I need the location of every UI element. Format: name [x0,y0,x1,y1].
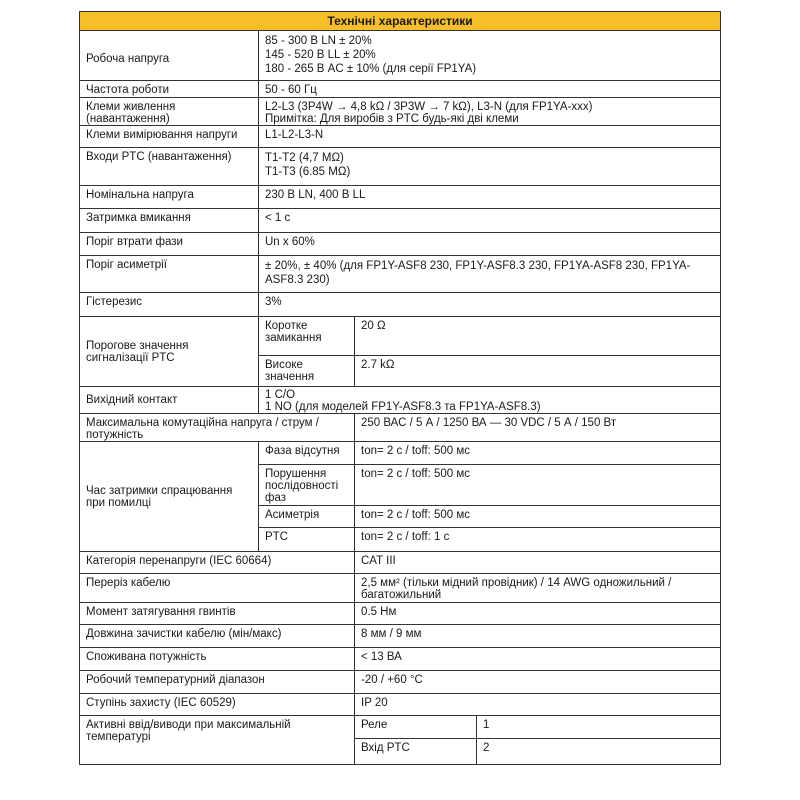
table-row [80,603,721,625]
table-row [80,148,721,186]
table-header-row [80,12,721,31]
label-ptc-input: Вхід PTC [355,739,477,765]
label-cable-section: Переріз кабелю [80,574,355,603]
value-operating-voltage: 85 - 300 В LN ± 20% 145 - 520 В LL ± 20% 180 - 265 В AC ± 10% (для серії FP1YA) [259,31,721,81]
value-overvoltage-category: CAT III [355,552,721,574]
value-power-consumption: < 13 ВА [355,648,721,671]
value-high-value: 2.7 kΩ [355,356,721,387]
label-phase-loss-threshold: Поріг втрати фази [80,233,259,256]
value-measure-terminals: L1-L2-L3-N [259,126,721,148]
label-power-terminals: Клеми живлення (навантаження) [80,98,259,126]
table-row [80,209,721,233]
table-row [80,317,721,356]
table-row [80,625,721,648]
label-ptc-alarm-threshold: Порогове значення сигналізації PTC [80,317,259,387]
table-row [80,574,721,603]
value-strip-length: 8 мм / 9 мм [355,625,721,648]
table-row [80,293,721,317]
label-output-contact: Вихідний контакт [80,387,259,414]
value-asymmetry: ton= 2 с / toff: 500 мс [355,506,721,528]
label-strip-length: Довжина зачистки кабелю (мін/макс) [80,625,355,648]
label-nominal-voltage: Номінальна напруга [80,186,259,209]
table-title: Технічні характеристики [80,12,721,31]
value-protection-degree: IP 20 [355,694,721,716]
label-high-value: Високе значення [259,356,355,387]
label-on-delay: Затримка вмикання [80,209,259,233]
specifications-table [79,11,721,765]
value-phase-sequence: ton= 2 с / toff: 500 мс [355,465,721,506]
label-asymmetry-threshold: Поріг асиметрії [80,256,259,293]
table-row [80,648,721,671]
table-row [80,552,721,574]
table-row [80,387,721,414]
table-row [80,31,721,81]
label-active-io: Активні ввід/виводи при максимальній температурі [80,716,355,765]
label-temperature-range: Робочий температурний діапазон [80,671,355,694]
label-operating-voltage: Робоча напруга [80,31,259,81]
value-max-switching: 250 ВАС / 5 А / 1250 ВА — 30 VDC / 5 А / 150 Вт [355,414,721,442]
value-on-delay: < 1 с [259,209,721,233]
value-frequency: 50 - 60 Гц [259,81,721,98]
table-row [80,98,721,126]
value-power-terminals: L2-L3 (3P4W → 4,8 kΩ / 3P3W → 7 kΩ), L3-N (для FP1YA-xxx) Примітка: Для виробів з PTC будь-які дві клеми [259,98,721,126]
value-ptc-inputs: T1-T2 (4,7 MΩ) T1-T3 (6.85 MΩ) [259,148,721,186]
value-torque: 0.5 Нм [355,603,721,625]
label-protection-degree: Ступінь захисту (IEC 60529) [80,694,355,716]
table-row [80,694,721,716]
label-power-consumption: Споживана потужність [80,648,355,671]
value-phase-loss-threshold: Un x 60% [259,233,721,256]
value-output-contact: 1 C/O 1 NO (для моделей FP1Y-ASF8.3 та FP1YA-ASF8.3) [259,387,721,414]
table-row [80,233,721,256]
table-row [80,81,721,98]
table-row [80,671,721,694]
label-max-switching: Максимальна комутаційна напруга / струм / потужність [80,414,355,442]
value-hysteresis: 3% [259,293,721,317]
value-phase-missing: ton= 2 с / toff: 500 мс [355,442,721,465]
label-asymmetry: Асиметрія [259,506,355,528]
table-row [80,716,721,739]
label-measure-terminals: Клеми вимірювання напруги [80,126,259,148]
value-nominal-voltage: 230 В LN, 400 В LL [259,186,721,209]
table-row [80,442,721,465]
value-relay: 1 [477,716,721,739]
label-torque: Момент затягування гвинтів [80,603,355,625]
label-fault-delay: Час затримки спрацювання при помилці [80,442,259,552]
table-row [80,186,721,209]
value-temperature-range: -20 / +60 °C [355,671,721,694]
table-row [80,256,721,293]
label-phase-sequence: Порушення послідовності фаз [259,465,355,506]
label-ptc: PTC [259,528,355,552]
value-ptc: ton= 2 с / toff: 1 с [355,528,721,552]
label-short-circuit: Коротке замикання [259,317,355,356]
label-frequency: Частота роботи [80,81,259,98]
label-ptc-inputs: Входи PTC (навантаження) [80,148,259,186]
label-overvoltage-category: Категорія перенапруги (IEC 60664) [80,552,355,574]
table-row [80,414,721,442]
label-hysteresis: Гістерезис [80,293,259,317]
table-row [80,126,721,148]
value-ptc-input: 2 [477,739,721,765]
value-short-circuit: 20 Ω [355,317,721,356]
label-relay: Реле [355,716,477,739]
label-phase-missing: Фаза відсутня [259,442,355,465]
value-asymmetry-threshold: ± 20%, ± 40% (для FP1Y-ASF8 230, FP1Y-ASF8.3 230, FP1YA-ASF8 230, FP1YA-ASF8.3 230) [259,256,721,293]
value-cable-section: 2,5 мм² (тільки мідний провідник) / 14 AWG одножильний / багатожильний [355,574,721,603]
